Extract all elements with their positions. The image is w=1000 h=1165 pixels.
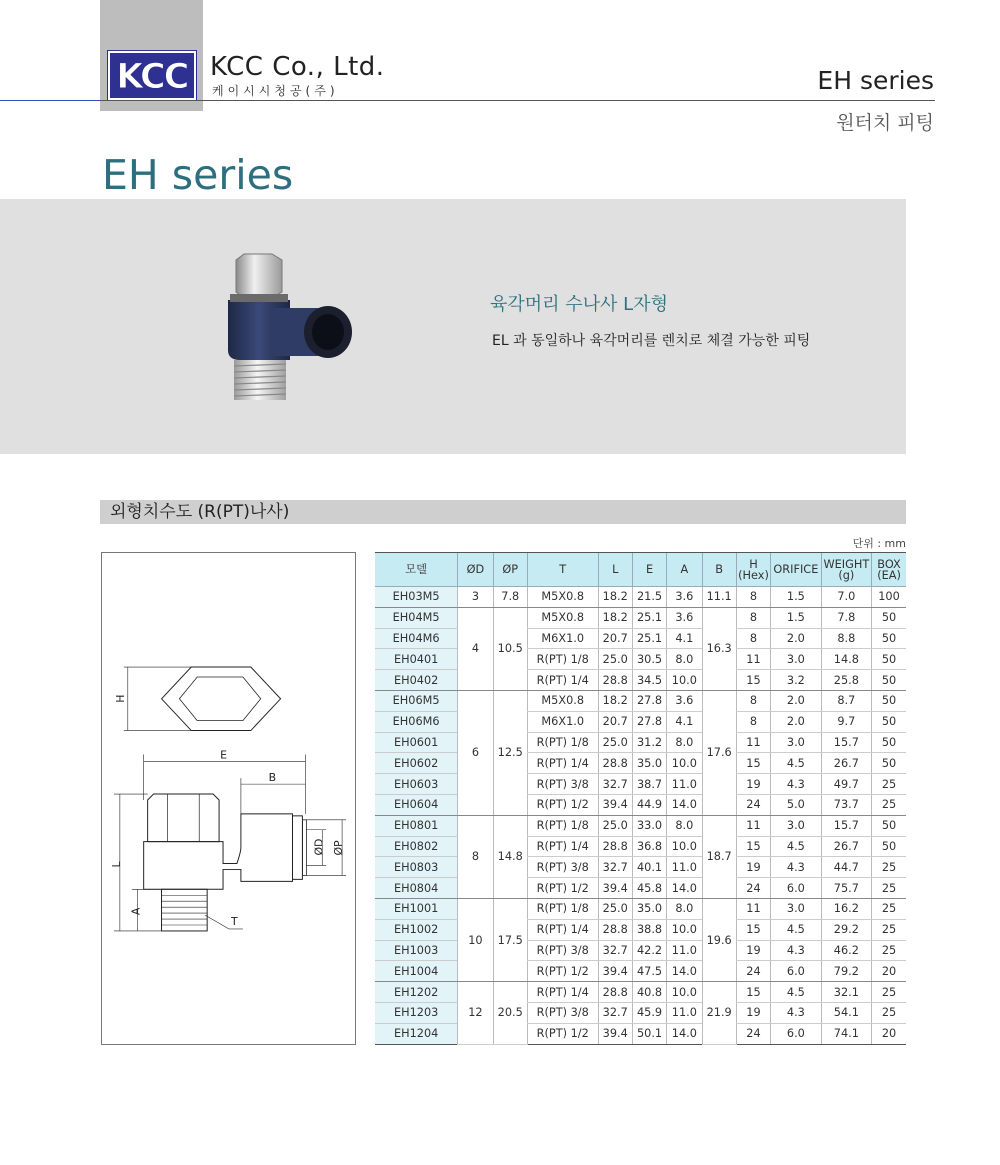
cell-a: 4.1 [667, 628, 702, 649]
cell-l: 28.8 [598, 670, 632, 691]
cell-orifice: 4.5 [771, 982, 821, 1003]
cell-e: 45.9 [632, 1002, 666, 1023]
dim-label-od: ØD [312, 838, 326, 856]
cell-box: 50 [872, 815, 906, 836]
cell-orifice: 6.0 [771, 1023, 821, 1044]
header-box: BOX (EA) [872, 553, 906, 587]
cell-model: EH1203 [375, 1002, 458, 1023]
header-series-label: EH series [817, 66, 934, 95]
cell-orifice: 4.5 [771, 753, 821, 774]
cell-e: 50.1 [632, 1023, 666, 1044]
cell-a: 11.0 [667, 940, 702, 961]
cell-hex: 15 [736, 670, 770, 691]
header-op: ØP [493, 553, 527, 587]
cell-model: EH0401 [375, 649, 458, 670]
cell-weight: 15.7 [821, 732, 871, 753]
cell-weight: 73.7 [821, 794, 871, 815]
company-name: KCC Co., Ltd. [210, 52, 385, 82]
dim-label-l: L [109, 861, 123, 868]
cell-op: 20.5 [493, 982, 527, 1044]
spec-table-body [375, 587, 906, 1045]
cell-box: 25 [872, 774, 906, 795]
cell-orifice: 4.5 [771, 836, 821, 857]
cell-model: EH0603 [375, 774, 458, 795]
cell-model: EH04M5 [375, 607, 458, 628]
cell-b: 21.9 [702, 982, 736, 1044]
cell-box: 50 [872, 690, 906, 711]
cell-t: R(PT) 1/4 [527, 670, 598, 691]
cell-box: 50 [872, 649, 906, 670]
cell-l: 18.2 [598, 607, 632, 628]
cell-od: 10 [458, 898, 493, 981]
cell-l: 32.7 [598, 1002, 632, 1023]
cell-e: 45.8 [632, 878, 666, 899]
cell-model: EH06M6 [375, 711, 458, 732]
table-row [375, 753, 906, 774]
cell-e: 36.8 [632, 836, 666, 857]
table-row [375, 857, 906, 878]
cell-hex: 19 [736, 1002, 770, 1023]
page-title: EH series [102, 151, 294, 199]
cell-hex: 8 [736, 607, 770, 628]
cell-model: EH1204 [375, 1023, 458, 1044]
cell-e: 35.0 [632, 898, 666, 919]
cell-orifice: 1.5 [771, 587, 821, 608]
cell-model: EH0803 [375, 857, 458, 878]
dim-label-t: T [230, 915, 238, 928]
cell-t: R(PT) 1/8 [527, 815, 598, 836]
cell-od: 6 [458, 690, 493, 815]
cell-l: 25.0 [598, 898, 632, 919]
cell-op: 12.5 [493, 690, 527, 815]
cell-l: 32.7 [598, 774, 632, 795]
cell-hex: 24 [736, 961, 770, 982]
cell-hex: 11 [736, 649, 770, 670]
feature-heading: 육각머리 수나사 L자형 [490, 294, 668, 315]
cell-orifice: 3.0 [771, 898, 821, 919]
cell-model: EH0402 [375, 670, 458, 691]
cell-op: 7.8 [493, 587, 527, 608]
cell-box: 25 [872, 982, 906, 1003]
cell-model: EH0804 [375, 878, 458, 899]
dimension-drawing-icon [102, 553, 355, 1044]
cell-weight: 46.2 [821, 940, 871, 961]
cell-b: 18.7 [702, 815, 736, 898]
cell-weight: 9.7 [821, 711, 871, 732]
cell-a: 10.0 [667, 670, 702, 691]
cell-l: 28.8 [598, 836, 632, 857]
cell-model: EH0602 [375, 753, 458, 774]
cell-model: EH0802 [375, 836, 458, 857]
table-row [375, 940, 906, 961]
cell-orifice: 4.3 [771, 1002, 821, 1023]
table-row [375, 898, 906, 919]
cell-hex: 19 [736, 857, 770, 878]
cell-l: 28.8 [598, 919, 632, 940]
dim-label-op: ØP [332, 840, 346, 856]
cell-weight: 49.7 [821, 774, 871, 795]
cell-t: M6X1.0 [527, 628, 598, 649]
cell-e: 25.1 [632, 628, 666, 649]
cell-box: 20 [872, 1023, 906, 1044]
header-orifice: ORIFICE [771, 553, 821, 587]
header-b: B [702, 553, 736, 587]
cell-box: 50 [872, 607, 906, 628]
table-row [375, 690, 906, 711]
cell-a: 8.0 [667, 732, 702, 753]
cell-orifice: 2.0 [771, 711, 821, 732]
table-row [375, 961, 906, 982]
cell-e: 30.5 [632, 649, 666, 670]
cell-hex: 8 [736, 690, 770, 711]
cell-od: 12 [458, 982, 493, 1044]
cell-e: 34.5 [632, 670, 666, 691]
feature-description: EL 과 동일하나 육각머리를 렌치로 체결 가능한 피팅 [492, 333, 811, 349]
cell-hex: 8 [736, 628, 770, 649]
cell-orifice: 5.0 [771, 794, 821, 815]
section-title: 외형치수도 (R(PT)나사) [110, 502, 290, 522]
cell-box: 100 [872, 587, 906, 608]
header-od: ØD [458, 553, 493, 587]
cell-b: 19.6 [702, 898, 736, 981]
header-divider-accent [0, 100, 100, 101]
cell-hex: 11 [736, 898, 770, 919]
cell-orifice: 6.0 [771, 878, 821, 899]
cell-op: 14.8 [493, 815, 527, 898]
header-l: L [598, 553, 632, 587]
cell-a: 14.0 [667, 1023, 702, 1044]
dimension-drawing [101, 552, 356, 1045]
cell-a: 10.0 [667, 982, 702, 1003]
cell-box: 50 [872, 732, 906, 753]
table-row [375, 732, 906, 753]
cell-l: 25.0 [598, 649, 632, 670]
cell-t: M6X1.0 [527, 711, 598, 732]
cell-box: 50 [872, 670, 906, 691]
table-row [375, 774, 906, 795]
cell-l: 18.2 [598, 587, 632, 608]
cell-t: R(PT) 3/8 [527, 940, 598, 961]
cell-orifice: 1.5 [771, 607, 821, 628]
cell-a: 3.6 [667, 690, 702, 711]
table-row [375, 919, 906, 940]
dim-label-h: H [113, 694, 127, 703]
cell-e: 33.0 [632, 815, 666, 836]
cell-model: EH1202 [375, 982, 458, 1003]
cell-l: 32.7 [598, 940, 632, 961]
table-row [375, 982, 906, 1003]
cell-a: 14.0 [667, 878, 702, 899]
cell-box: 50 [872, 628, 906, 649]
cell-weight: 14.8 [821, 649, 871, 670]
cell-t: R(PT) 1/4 [527, 919, 598, 940]
cell-e: 40.8 [632, 982, 666, 1003]
cell-od: 8 [458, 815, 493, 898]
table-row [375, 836, 906, 857]
table-row [375, 587, 906, 608]
cell-weight: 16.2 [821, 898, 871, 919]
cell-a: 3.6 [667, 587, 702, 608]
cell-t: M5X0.8 [527, 607, 598, 628]
cell-a: 3.6 [667, 607, 702, 628]
cell-hex: 24 [736, 794, 770, 815]
cell-a: 11.0 [667, 857, 702, 878]
cell-weight: 8.7 [821, 690, 871, 711]
cell-a: 8.0 [667, 898, 702, 919]
header-a: A [667, 553, 702, 587]
product-image [210, 250, 370, 410]
cell-weight: 25.8 [821, 670, 871, 691]
cell-t: R(PT) 1/2 [527, 1023, 598, 1044]
cell-l: 39.4 [598, 1023, 632, 1044]
cell-a: 11.0 [667, 1002, 702, 1023]
cell-a: 4.1 [667, 711, 702, 732]
cell-t: R(PT) 3/8 [527, 774, 598, 795]
cell-hex: 19 [736, 774, 770, 795]
cell-weight: 44.7 [821, 857, 871, 878]
cell-box: 25 [872, 857, 906, 878]
table-row [375, 628, 906, 649]
cell-b: 11.1 [702, 587, 736, 608]
header-e: E [632, 553, 666, 587]
cell-e: 47.5 [632, 961, 666, 982]
cell-op: 17.5 [493, 898, 527, 981]
cell-box: 20 [872, 961, 906, 982]
cell-l: 20.7 [598, 711, 632, 732]
cell-l: 39.4 [598, 794, 632, 815]
cell-box: 50 [872, 753, 906, 774]
cell-t: R(PT) 1/4 [527, 982, 598, 1003]
cell-model: EH1004 [375, 961, 458, 982]
cell-t: R(PT) 1/8 [527, 898, 598, 919]
cell-model: EH0604 [375, 794, 458, 815]
cell-orifice: 4.3 [771, 940, 821, 961]
feature-band [0, 199, 906, 454]
fitting-illustration-icon [210, 250, 370, 410]
cell-weight: 26.7 [821, 836, 871, 857]
cell-a: 11.0 [667, 774, 702, 795]
cell-e: 35.0 [632, 753, 666, 774]
table-row [375, 1023, 906, 1044]
cell-l: 39.4 [598, 961, 632, 982]
cell-model: EH0801 [375, 815, 458, 836]
cell-hex: 15 [736, 919, 770, 940]
cell-orifice: 6.0 [771, 961, 821, 982]
cell-t: M5X0.8 [527, 690, 598, 711]
cell-t: R(PT) 1/8 [527, 732, 598, 753]
cell-weight: 32.1 [821, 982, 871, 1003]
cell-hex: 24 [736, 878, 770, 899]
cell-od: 3 [458, 587, 493, 608]
cell-t: M5X0.8 [527, 587, 598, 608]
cell-box: 25 [872, 919, 906, 940]
table-header-row [375, 553, 906, 587]
table-row [375, 878, 906, 899]
kcc-logo [108, 51, 196, 100]
company-name-korean: 케이시시청공(주) [212, 84, 339, 98]
cell-hex: 15 [736, 753, 770, 774]
header-weight: WEIGHT (g) [821, 553, 871, 587]
cell-box: 25 [872, 794, 906, 815]
table-row [375, 794, 906, 815]
unit-label: 단위 : mm [852, 537, 906, 550]
cell-b: 17.6 [702, 690, 736, 815]
cell-a: 10.0 [667, 753, 702, 774]
cell-a: 8.0 [667, 649, 702, 670]
cell-box: 50 [872, 836, 906, 857]
header-divider [0, 100, 935, 101]
dim-label-b: B [268, 771, 277, 785]
cell-a: 10.0 [667, 836, 702, 857]
cell-box: 25 [872, 1002, 906, 1023]
cell-a: 14.0 [667, 794, 702, 815]
table-row [375, 815, 906, 836]
cell-weight: 54.1 [821, 1002, 871, 1023]
header-hex: H (Hex) [736, 553, 770, 587]
cell-model: EH04M6 [375, 628, 458, 649]
cell-t: R(PT) 1/2 [527, 961, 598, 982]
cell-weight: 79.2 [821, 961, 871, 982]
kcc-logo-icon [110, 53, 194, 98]
cell-model: EH1002 [375, 919, 458, 940]
cell-op: 10.5 [493, 607, 527, 690]
cell-model: EH0601 [375, 732, 458, 753]
cell-l: 28.8 [598, 982, 632, 1003]
cell-orifice: 4.3 [771, 774, 821, 795]
dim-label-e: E [220, 748, 227, 762]
cell-weight: 15.7 [821, 815, 871, 836]
spec-table [375, 552, 906, 1045]
cell-hex: 24 [736, 1023, 770, 1044]
cell-hex: 8 [736, 711, 770, 732]
cell-weight: 26.7 [821, 753, 871, 774]
cell-t: R(PT) 1/8 [527, 649, 598, 670]
cell-l: 20.7 [598, 628, 632, 649]
cell-e: 44.9 [632, 794, 666, 815]
cell-t: R(PT) 1/4 [527, 836, 598, 857]
cell-t: R(PT) 1/4 [527, 753, 598, 774]
cell-orifice: 4.5 [771, 919, 821, 940]
cell-a: 8.0 [667, 815, 702, 836]
cell-e: 38.8 [632, 919, 666, 940]
table-row [375, 649, 906, 670]
cell-e: 27.8 [632, 711, 666, 732]
cell-weight: 29.2 [821, 919, 871, 940]
cell-t: R(PT) 1/2 [527, 794, 598, 815]
cell-orifice: 3.0 [771, 815, 821, 836]
header-subtitle: 원터치 피팅 [836, 112, 934, 134]
cell-hex: 19 [736, 940, 770, 961]
cell-e: 27.8 [632, 690, 666, 711]
dim-label-a: A [129, 907, 143, 916]
cell-box: 25 [872, 878, 906, 899]
cell-weight: 7.0 [821, 587, 871, 608]
table-row [375, 1002, 906, 1023]
cell-hex: 15 [736, 982, 770, 1003]
cell-l: 25.0 [598, 815, 632, 836]
cell-t: R(PT) 1/2 [527, 878, 598, 899]
cell-model: EH06M5 [375, 690, 458, 711]
cell-model: EH1001 [375, 898, 458, 919]
cell-box: 25 [872, 940, 906, 961]
cell-weight: 7.8 [821, 607, 871, 628]
header-t: T [527, 553, 598, 587]
table-row [375, 670, 906, 691]
cell-e: 31.2 [632, 732, 666, 753]
cell-model: EH03M5 [375, 587, 458, 608]
cell-box: 50 [872, 711, 906, 732]
table-row [375, 607, 906, 628]
cell-orifice: 4.3 [771, 857, 821, 878]
cell-e: 40.1 [632, 857, 666, 878]
table-row [375, 711, 906, 732]
cell-orifice: 3.2 [771, 670, 821, 691]
cell-l: 28.8 [598, 753, 632, 774]
cell-t: R(PT) 3/8 [527, 857, 598, 878]
cell-e: 42.2 [632, 940, 666, 961]
cell-e: 21.5 [632, 587, 666, 608]
cell-l: 18.2 [598, 690, 632, 711]
cell-weight: 74.1 [821, 1023, 871, 1044]
cell-a: 14.0 [667, 961, 702, 982]
cell-b: 16.3 [702, 607, 736, 690]
cell-e: 38.7 [632, 774, 666, 795]
cell-l: 25.0 [598, 732, 632, 753]
cell-l: 32.7 [598, 857, 632, 878]
cell-box: 25 [872, 898, 906, 919]
cell-t: R(PT) 3/8 [527, 1002, 598, 1023]
header-model: 모델 [375, 553, 458, 587]
cell-weight: 8.8 [821, 628, 871, 649]
cell-l: 39.4 [598, 878, 632, 899]
cell-model: EH1003 [375, 940, 458, 961]
cell-hex: 8 [736, 587, 770, 608]
cell-weight: 75.7 [821, 878, 871, 899]
cell-orifice: 3.0 [771, 732, 821, 753]
cell-a: 10.0 [667, 919, 702, 940]
cell-hex: 11 [736, 732, 770, 753]
cell-e: 25.1 [632, 607, 666, 628]
cell-hex: 11 [736, 815, 770, 836]
cell-orifice: 3.0 [771, 649, 821, 670]
cell-hex: 15 [736, 836, 770, 857]
logo-text: KCC [116, 56, 188, 97]
cell-od: 4 [458, 607, 493, 690]
cell-orifice: 2.0 [771, 690, 821, 711]
cell-orifice: 2.0 [771, 628, 821, 649]
